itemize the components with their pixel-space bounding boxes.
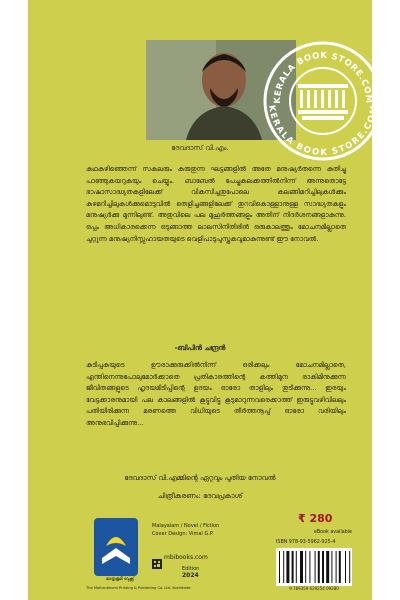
author-credit-line: ദേവദാസ് വി.എമ്മിന്റെ ഏറ്റവും പുതിയ നോവൽ (124, 474, 276, 482)
store-seal-icon (262, 40, 384, 162)
publisher-website: mbibooks.com (164, 554, 208, 561)
seal-top-text: KERALA BOOK STORE.COM (272, 50, 374, 104)
isbn: ISBN 978-93-5962-925-4 (276, 540, 336, 545)
seal-bottom-text: KERALA BOOK STORE.COM (266, 104, 380, 159)
edition-label: Edition (182, 566, 200, 572)
publisher-name: മാതൃഭൂമി ബുക്സ് (105, 577, 135, 582)
barcode (276, 548, 352, 586)
book-price: ₹ 280 (298, 512, 333, 525)
ebook-availability: eBook available (313, 530, 352, 535)
book-meta (152, 522, 219, 538)
barcode-number: 9 789359 629254 09280 (289, 586, 339, 591)
illustration-credit: ചിത്രീകരണം: ദേവപ്രകാശ് (157, 492, 243, 500)
author-caption: ദേവദാസ് വി.എം. (171, 144, 229, 152)
edition-year: 2024 (182, 572, 199, 579)
qr-code-icon (152, 554, 162, 564)
blurb-paragraph-2: കുടിപ്പകയുടെ ഊരാക്കുരുക്കിൽനിന്ന് ഒരിക്കലും മോചനമില്ലാതെ, എന്തിനെന്നുപോലുമോർക്കാതെ പ്രതികാരത്തിന്റെ കത്തിമുന രാകിമിനുക്കുന്ന ജീവിതങ്ങളുടെ ഹൃദയമിടിപ്പിന്റെ ഉദയം ഓരോ താളിലും തുടിക്കുന്നു... ഇരയും വേട്ടക്കാരനുമായി പല കാലങ്ങളിൽ കൂട്ടുവിട്ടു കൂടുമാറുന്നവരെക്കാത്ത് ഇരുട്ടുവഴിവിലലും പതിയിരിക്കുന്ന മരണത്തെ വിധിയുടെ തീർത്തനൂപ്പ് ഓരോ വരിയിലും അനുഭവിപ്പിക്കുന്നു... (86, 361, 346, 427)
book-meta-cover-design: Cover Design: Vimal G.P. (152, 531, 214, 537)
store-watermark-seal (262, 40, 384, 162)
blurb-paragraph-1: കഥകഴിഞ്ഞെന്ന് സകലരും കരുതുന്ന ഘട്ടങ്ങളിൽ അതേ മനുഷ്യർതന്നെ കുതിച്ചു പാഞ്ഞുകയറുകയും ചെയ്യും. ബാബേൽ പേച്ചുകലക്കത്തിൽനിന്ന് അന്നുതൊട്ടേ ഭാഷാസാദ്ധ്യതകളിലേക്ക് വികസിച്ചതുപോലെ കലങ്ങിമറിച്ചിലുകൾക്കും കുഴമറിച്ചിലുകൾക്കുമൊടുവിൽ തെളിച്ചങ്ങളിലേക്ക് തുറവികൊള്ളാനുള്ള സാദ്ധ്യതകളും മനുഷ്യർക്കു മുന്നിലുണ്ട്. അതുവിലെ പല മുഹൂർത്തങ്ങളും അതിന് നിദർശനങ്ങളാകുന്നു. ഒപ്പം അധികാരക്കെന്ന ഒടുങ്ങാത്ത ലാലസിനിതിരിൻ ഒരുകാലത്തും മോചനമില്ലാതെ ചുറ്റുന്ന മനുഷ്യനിസ്സഹായതയുടെ വെളിപാടുപുസ്തകവുമാകുന്നുണ്ട് ഈ നോവൽ. (86, 165, 346, 243)
blurb-signature: -ബിപിൻ ചന്ദ്രൻ (174, 344, 226, 352)
publisher-logo (94, 518, 138, 576)
book-stack-logo-icon (94, 518, 138, 576)
barcode-icon (276, 548, 352, 586)
book-meta-genre: Malayalam / Novel / Fiction (152, 523, 220, 529)
publisher-full-name: The Mathrubhumi Printing & Publishing Co. Ltd. Kozhikode (86, 586, 191, 590)
